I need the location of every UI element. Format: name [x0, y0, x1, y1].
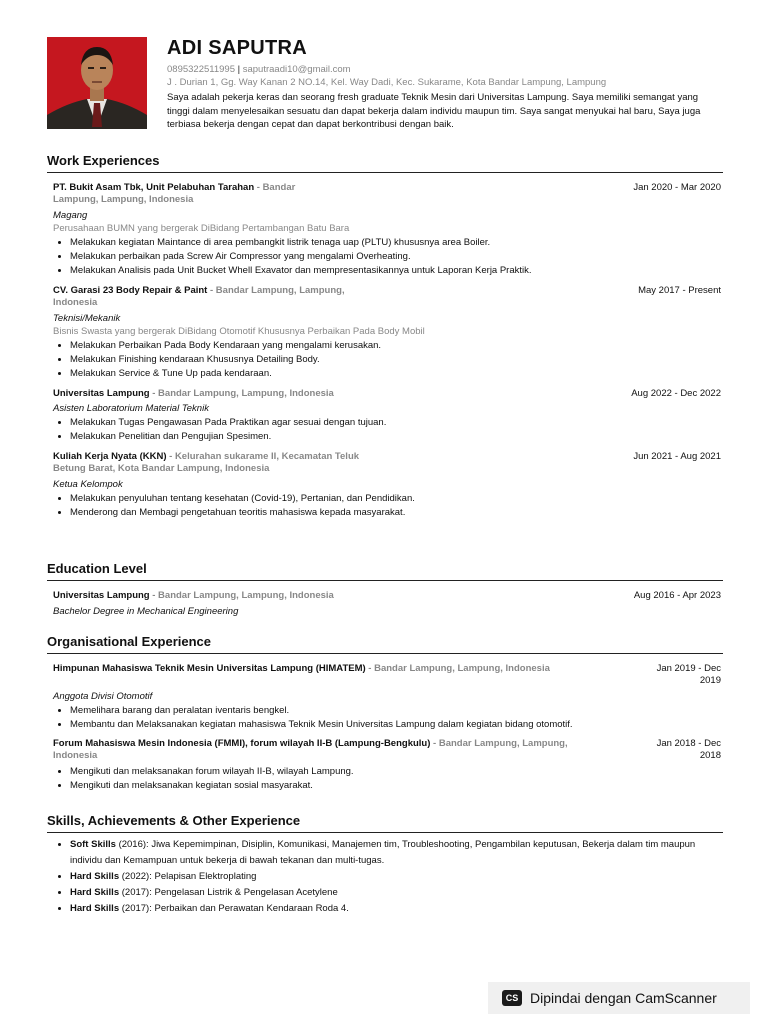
home-address: J . Durian 1, Gg. Way Kanan 2 NO.14, Kel. Way Dadi, Kec. Sukarame, Kota Bandar Lampung, Lampung	[167, 77, 607, 88]
skills-section	[47, 813, 723, 917]
list-item	[70, 901, 723, 917]
profile-photo	[47, 37, 147, 129]
contact-line	[167, 63, 727, 76]
skills-list	[47, 837, 723, 917]
list-item	[70, 869, 723, 885]
entry-location: - Bandar Lampung, Lampung, Indonesia	[365, 663, 550, 674]
section-title: Work Experiences	[47, 153, 723, 173]
education-entry	[53, 590, 721, 618]
resume-header	[167, 36, 727, 132]
entry-description: Perusahaan BUMN yang bergerak DiBidang Pertambangan Batu Bara	[53, 223, 350, 234]
entry-role: Ketua Kelompok	[53, 479, 123, 490]
skill-text: (2017): Perbaikan dan Perawatan Kendaraan Roda 4.	[119, 903, 349, 914]
entry-role: Asisten Laboratorium Material Teknik	[53, 403, 209, 414]
work-entry	[53, 388, 721, 444]
list-item: • Melakukan perbaikan pada Screw Air Compressor yang mengalami Overheating.	[70, 250, 721, 264]
list-item: • Melakukan penyuluhan tentang kesehatan (Covid-19), Pertanian, dan Pendidikan.	[70, 492, 721, 506]
list-item: • Mengikuti dan melaksanakan forum wilayah II-B, wilayah Lampung.	[70, 765, 721, 779]
list-item: • Mengikuti dan melaksanakan kegiatan sosial masyarakat.	[70, 779, 721, 793]
entry-bullets	[53, 704, 721, 732]
organisation-entry	[53, 663, 721, 732]
entry-date: Jun 2021 - Aug 2021	[633, 451, 721, 462]
entry-organization: Kuliah Kerja Nyata (KKN)	[53, 451, 167, 462]
skill-label: Hard Skills	[70, 871, 120, 882]
work-entry	[53, 451, 721, 520]
entry-date: Jan 2019 - Dec 2019	[656, 663, 721, 686]
entry-bullets	[53, 339, 721, 381]
entry-organization: Universitas Lampung	[53, 388, 150, 399]
camscanner-text: Dipindai dengan CamScanner	[530, 990, 717, 1006]
entry-location: - Bandar Lampung, Lampung, Indonesia	[53, 182, 296, 205]
list-item	[70, 837, 723, 869]
list-item: • Menderong dan Membagi pengetahuan teoritis mahasiswa kepada masyarakat.	[70, 506, 721, 520]
phone-number: 0895322511995	[167, 64, 235, 75]
entry-date: May 2017 - Present	[638, 285, 721, 296]
entry-date: Aug 2022 - Dec 2022	[631, 388, 721, 399]
list-item: • Membantu dan Melaksanakan kegiatan mahasiswa Teknik Mesin Universitas Lampung dalam kegiatan bidang otomotif.	[70, 718, 721, 732]
entry-location: - Bandar Lampung, Lampung, Indonesia	[53, 285, 345, 308]
list-item: • Melakukan Tugas Pengawasan Pada Praktikan agar sesuai dengan tujuan.	[70, 416, 721, 430]
candidate-name: ADI SAPUTRA	[167, 37, 307, 59]
section-title: Organisational Experience	[47, 634, 723, 654]
list-item: • Melakukan kegiatan Maintance di area pembangkit listrik tenaga uap (PLTU) khususnya area Boiler.	[70, 236, 721, 250]
entry-location: - Bandar Lampung, Lampung, Indonesia	[53, 738, 568, 761]
entry-location: - Bandar Lampung, Lampung, Indonesia	[149, 590, 334, 601]
list-item: • Melakukan Perbaikan Pada Body Kendaraan yang mengalami kerusakan.	[70, 339, 721, 353]
entry-role: Teknisi/Mekanik	[53, 313, 121, 324]
list-item: • Melakukan Analisis pada Unit Bucket Whell Exavator dan mempresentasikannya untuk Laporan Kerja Praktik.	[70, 264, 721, 278]
section-title: Skills, Achievements & Other Experience	[47, 813, 723, 833]
skill-label: Hard Skills	[70, 887, 120, 898]
list-item: • Memelihara barang dan peralatan iventaris bengkel.	[70, 704, 721, 718]
entry-date: Jan 2018 - Dec 2018	[656, 738, 721, 761]
entry-location: - Bandar Lampung, Lampung, Indonesia	[149, 388, 334, 399]
entry-role: Anggota Divisi Otomotif	[53, 691, 153, 702]
list-item: • Melakukan Service & Tune Up pada kendaraan.	[70, 367, 721, 381]
organisation-entry	[53, 738, 721, 793]
entry-bullets	[53, 416, 721, 444]
entry-bullets	[53, 765, 721, 793]
work-entry	[53, 182, 721, 278]
camscanner-logo-icon: CS	[502, 990, 522, 1006]
work-experience-section	[47, 153, 723, 520]
entry-bullets	[53, 492, 721, 520]
list-item	[70, 885, 723, 901]
list-item: • Melakukan Finishing kendaraan Khususnya Detailing Body.	[70, 353, 721, 367]
skill-text: (2022): Pelapisan Elektroplating	[119, 871, 257, 882]
skill-label: Hard Skills	[70, 903, 120, 914]
work-entry	[53, 285, 721, 381]
section-title: Education Level	[47, 561, 723, 581]
entry-bullets	[53, 236, 721, 278]
email-address: saputraadi10@gmail.com	[242, 64, 351, 75]
entry-date: Aug 2016 - Apr 2023	[633, 590, 721, 601]
skill-label: Soft Skills	[70, 839, 116, 850]
education-section	[47, 561, 723, 618]
list-item: • Melakukan Penelitian dan Pengujian Spesimen.	[70, 430, 721, 444]
entry-description: Bisnis Swasta yang bergerak DiBidang Otomotif Khususnya Perbaikan Pada Body Mobil	[53, 326, 425, 337]
entry-date: Jan 2020 - Mar 2020	[633, 182, 721, 193]
entry-organization: Himpunan Mahasiswa Teknik Mesin Universitas Lampung (HIMATEM)	[53, 663, 366, 674]
entry-location: - Kelurahan sukarame II, Kecamatan Teluk Betung Barat, Kota Bandar Lampung, Indonesia	[53, 451, 360, 474]
contact-separator: |	[234, 64, 243, 75]
entry-organization: CV. Garasi 23 Body Repair & Paint	[53, 285, 208, 296]
skill-text: (2017): Pengelasan Listrik & Pengelasan Acetylene	[119, 887, 338, 898]
skill-text: (2016): Jiwa Kepemimpinan, Disiplin, Komunikasi, Manajemen tim, Troubleshooting, Pengambilan keputusan, Bekerja dalam tim maupun individu dan Kemampuan untuk bekerja di bawah tekanan dan multi-tugas.	[70, 839, 696, 866]
entry-role: Bachelor Degree in Mechanical Engineering	[53, 606, 239, 617]
entry-organization: Forum Mahasiswa Mesin Indonesia (FMMI), forum wilayah II-B (Lampung-Bengkulu)	[53, 738, 431, 749]
profile-summary: Saya adalah pekerja keras dan seorang fresh graduate Teknik Mesin dari Universitas Lampung. Saya memiliki semangat yang tinggi dalam menyelesaikan sesuatu dan dapat bekerja dalam individu maupun tim. Saya sangat menyukai hal baru, Saya juga terbiasa bekerja dengan cepat dan dapat berkontribusi dengan baik.	[167, 92, 701, 130]
entry-role: Magang	[53, 210, 88, 221]
organisational-section	[47, 634, 723, 793]
entry-organization: Universitas Lampung	[53, 590, 150, 601]
entry-organization: PT. Bukit Asam Tbk, Unit Pelabuhan Tarahan	[53, 182, 255, 193]
camscanner-watermark	[488, 982, 750, 1014]
